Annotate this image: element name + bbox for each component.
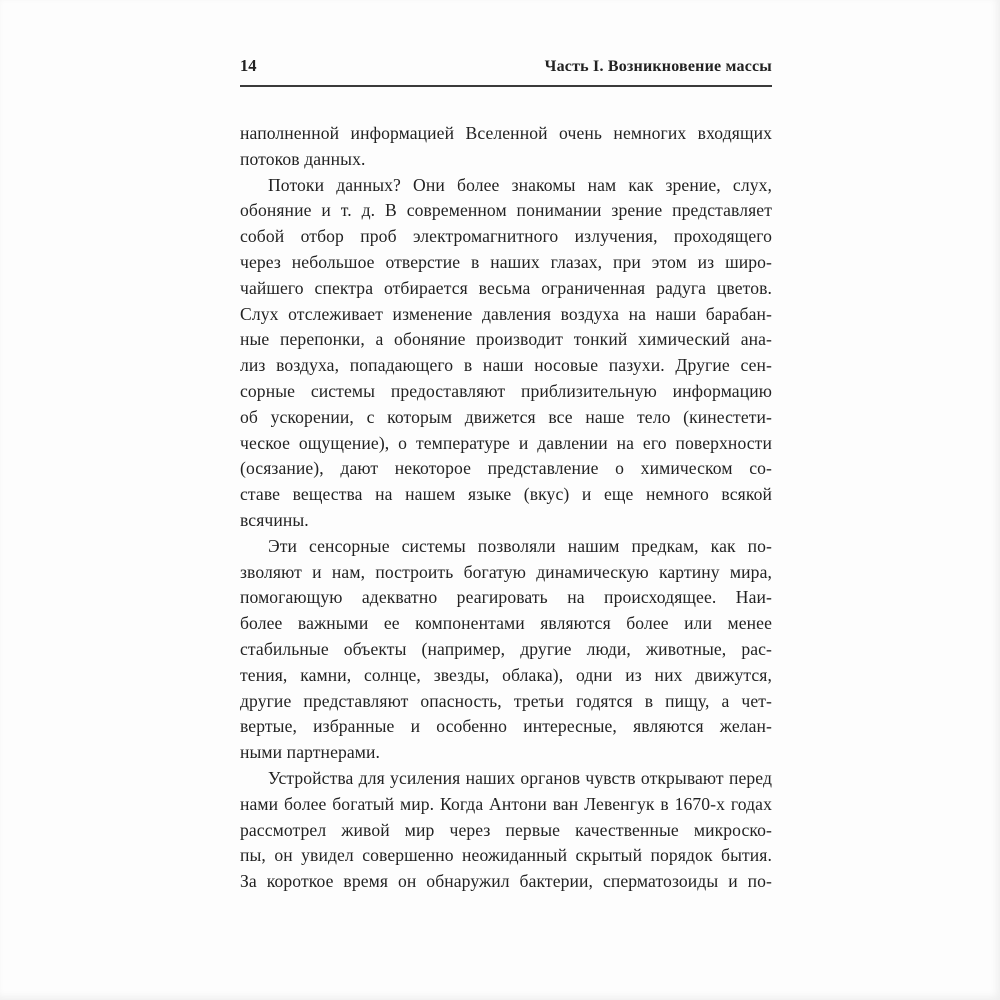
text-line: об ускорении, с которым движется все наше тело (кинестети- (240, 406, 772, 427)
text-line: зволяют и нам, построить богатую динамическую картину мира, (240, 561, 772, 582)
page-number: 14 (240, 56, 257, 75)
text-line: ческое ощущение), о температуре и давлении на его поверхности (240, 432, 772, 453)
running-title: Часть I. Возникновение массы (544, 58, 772, 75)
text-line: чайшего спектра отбирается весьма ограниченная радуга цветов. (240, 277, 772, 298)
paragraph (240, 121, 772, 173)
page-header (240, 56, 772, 87)
text-line: потоков данных. (240, 148, 366, 169)
text-line: стабильные объекты (например, другие люди, животные, рас- (240, 638, 772, 659)
text-line: Эти сенсорные системы позволяли нашим предкам, как по- (268, 535, 772, 556)
text-line: наполненной информацией Вселенной очень немногих входящих (240, 123, 772, 143)
text-line: лиз воздуха, попадающего в наши носовые пазухи. Другие сен- (240, 355, 772, 376)
paragraph (240, 173, 772, 534)
text-line: другие представляют опасность, третьи годятся в пищу, а чет- (240, 690, 772, 711)
text-line: помогающую адекватно реагировать на происходящее. Наи- (240, 587, 772, 608)
page-content (240, 56, 772, 895)
text-line: через небольшое отверстие в наших глазах, при этом из широ- (240, 251, 772, 272)
text-line: всячины. (240, 509, 309, 530)
text-line: Потоки данных? Они более знакомы нам как зрение, слух, (268, 174, 772, 195)
text-line: ными партнерами. (240, 742, 381, 763)
body-text (240, 121, 772, 895)
text-line: Слух отслеживает изменение давления воздуха на наши барабан- (240, 303, 772, 324)
text-line: (осязание), дают некоторое представление о химическом со- (240, 458, 772, 479)
text-line: ставе вещества на нашем языке (вкус) и еще немного всякой (240, 484, 772, 505)
text-line: тения, камни, солнце, звезды, облака), одни из них движутся, (240, 664, 772, 685)
text-line: собой отбор проб электромагнитного излучения, проходящего (240, 226, 772, 247)
text-line: вертые, избранные и особенно интересные, являются желан- (240, 716, 772, 737)
text-line: За короткое время он обнаружил бактерии, сперматозоиды и по- (240, 871, 772, 892)
text-line: обоняние и т. д. В современном понимании зрение представляет (240, 200, 772, 221)
text-line: сорные системы предоставляют приблизительную информацию (240, 380, 772, 401)
text-line: более важными ее компонентами являются более или менее (240, 613, 772, 634)
text-line: ные перепонки, а обоняние производит тонкий химический ана- (240, 329, 772, 350)
paragraph (240, 766, 772, 895)
text-line: пы, он увидел совершенно неожиданный скрытый порядок бытия. (240, 845, 772, 866)
text-line: нами более богатый мир. Когда Антони ван Левенгук в 1670-х годах (240, 793, 772, 814)
paragraph (240, 534, 772, 766)
text-line: Устройства для усиления наших органов чувств открывают перед (268, 767, 772, 788)
text-line: рассмотрел живой мир через первые качественные микроско- (240, 819, 772, 840)
